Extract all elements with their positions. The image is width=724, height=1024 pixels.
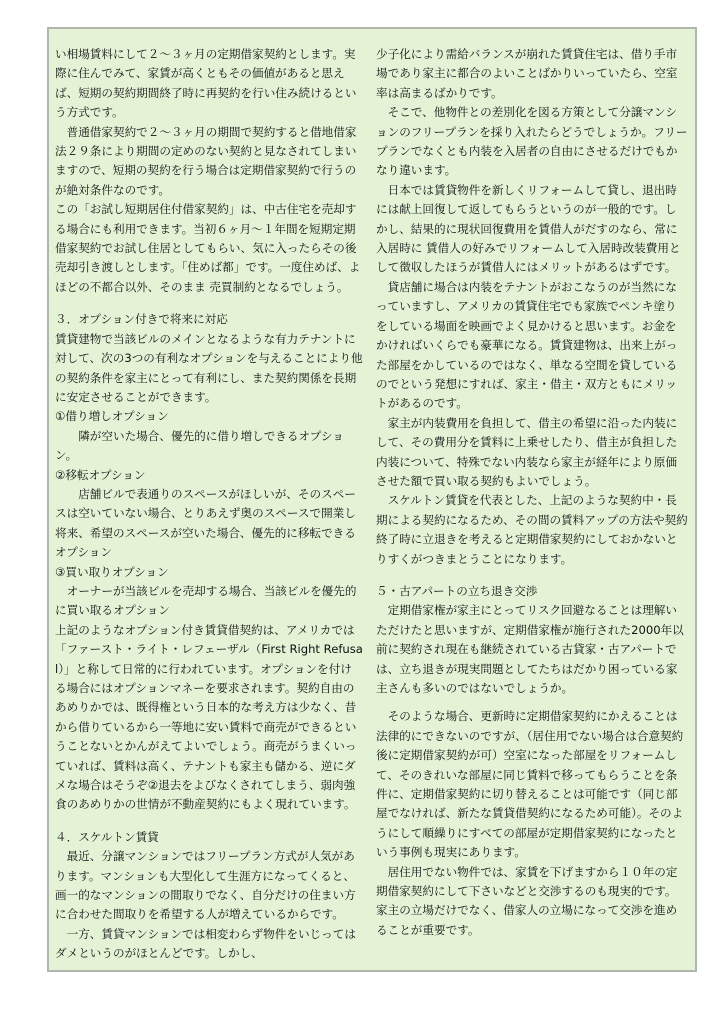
paragraph: 上記のようなオプション付き賃貸借契約は、アメリカでは「ファースト・ライト・レフェーザル（First Right Refusal）」と称して日常的に行われています。オプションを付ける場合にはオプションマネーを要求されます。契約自由のあめりかでは、既得権という日本的な考え方は少なく、昔から借りているから一等地に安い賃料で商売ができるということないとかんがえてよいでしょう。商売がうまくいっていれば、賃料は高く、テナントも家主も儲かる、逆にダメな場合はそうぞ②退去をよびなくされてしまう、弱肉強食のあめりかの世情が不動産契約にもよく現れています。 (55, 622, 363, 812)
paragraph: 日本では賃貸物件を新しくリフォームして貸し、退出時には献上回復して返してもらうというのが一般的です。しかし、結果的に現状回復費用を賃借人がだすのなら、常に入居時に 賃借人の好みでリフォームして入居時改装費用として徴収したほうが賃借人にはメリットがあるはずです。 (376, 182, 681, 275)
paragraph: ②移転オプション (55, 467, 146, 482)
paragraph: オーナーが当該ビルを売却する場合、当該ビルを優先的に買い取るオプション (55, 583, 357, 618)
paragraph: ①借り増しオプション (55, 409, 169, 424)
section-heading: ３．オプション付きで将来に対応 (55, 312, 228, 327)
paragraph: そこで、他物件との差別化を図る方策として分譲マンションのフリープランを採り入れたらどうでしょうか。フリープランでなくとも内装を入居者の自由にさせるだけでもかなり違います。 (376, 105, 688, 178)
paragraph: 隣が空いた場合、優先的に借り増しできるオプション。 (55, 428, 344, 463)
section-heading: ４．スケルトン賃貸 (55, 829, 159, 844)
paragraph: 普通借家契約で２〜３ヶ月の期間で契約すると借地借家法２９条により期間の定めのない契約と見なされてしまいますので、短期の契約を行う場合は定期借家契約で行うのが絶対条件なのです。 (55, 124, 357, 197)
paragraph: 賃貸建物で当該ビルのメインとなるような有力テナントに対して、次の3つの有利なオプションを与えることにより他の契約条件を家主にとって有利にし、また契約関係を長期に安定させることができます。 (55, 331, 363, 404)
paragraph: この「お試し短期居住付借家契約」は、中古住宅を売却する場合にも利用できます。当初６ヶ月〜１年間を短期定期借家契約でお試し住居としてもらい、気に入ったらその後売却引き渡しとします。「住めば都」です。一度住めば、よほどの不都合以外、そのまま 売買制約となるでしょう。 (55, 202, 361, 294)
paragraph: 居住用でない物件では、家賃を下げますから１０年の定期借家契約にして下さいなどと交渉するのも現実的です。家主の立場だけでなく、借家人の立場になって交渉を進めることが重要です。 (376, 864, 678, 937)
paragraph: そのような場合、更新時に定期借家契約にかえることは法律的にできないのですが、（居住用でない場合は合意契約後に定期借家契約が可）空室になった部屋をリフォームして、そのきれいな部屋に同じ賃料で移ってもらうことを条件に、定期借家契約に切り替えることは可能です（同じ部屋でなければ、新たな賃貸借契約になるため可能）。そのようにして順繰りにすべての部屋が定期借家契約になったという事例も現実にあります。 (376, 709, 684, 860)
paragraph: い相場賃料にして２〜３ヶ月の定期借家契約とします。実際に住んでみて、家賃が高くともその価値があると思えば、短期の契約期間終了時に再契約を行い住み続けるという方式です。 (55, 47, 357, 120)
left-column (55, 45, 363, 964)
paragraph: ③買い取りオプション (55, 564, 169, 579)
paragraph: 最近、分譲マンションではフリープラン方式が人気があります。マンションも大型化して生涯方になってくると、画一的なマンションの間取りでなく、自分だけの住まい方に合わせた間取りを希望する人が増えているからです。 (55, 849, 356, 922)
paragraph: 家主が内装費用を負担して、借主の希望に沿った内装にして、その費用分を賃料に上乗せしたり、借主が負担した内装について、特殊でない内装なら家主が経年により原価させた額で買い取る契約もよいでしょう。 (376, 415, 678, 488)
right-column (376, 45, 688, 940)
section-heading: ５・古アパートの立ち退き交渉 (376, 583, 538, 598)
paragraph: 店舗ビルで表通りのスペースがほしいが、そのスペースは空いていない場合、とりあえず奥のスペースで開業し将来、希望のスペースが空いた場合、優先的に移転できるオプション (55, 486, 356, 560)
paragraph: 一方、賃貸マンションでは相変わらず物件をいじってはダメというのがほとんどです。しかし、 (55, 926, 356, 961)
paragraph: 貸店舗に場合は内装をテナントがおこなうのが当然になっていますし、アメリカの賃貸住宅でも家族でペンキ塗りをしている場面を映画でよく見かけると思います。お金をかければいくらでも豪華になる。賃貸建物は、出来上がった部屋をかしているのではなく、単なる空間を貸しているのでという発想にすれば、家主・借主・双方ともにメリットがあるのです。 (376, 279, 678, 411)
document-panel (47, 27, 697, 972)
paragraph: 少子化により需給バランスが崩れた賃貸住宅は、借り手市場であり家主に都合のよいことばかりいっていたら、空室率は高まるばかりです。 (376, 47, 678, 100)
paragraph: スケルトン賃貸を代表とした、上記のような契約中・長期による契約になるため、その間の賃料アップの方法や契約終了時に立退きを考えると定期借家契約にしておかないとりすくがつきまとうことになります。 (376, 493, 688, 566)
paragraph: 定期借家権が家主にとってリスク回避なることは理解いただけたと思いますが、定期借家権が施行された2000年以前に契約され現在も継続されている古貸家・古アパートでは、立ち退きが現実問題としてたちはだかり困っている家主さんも多いのではないでしょうか。 (376, 603, 684, 695)
